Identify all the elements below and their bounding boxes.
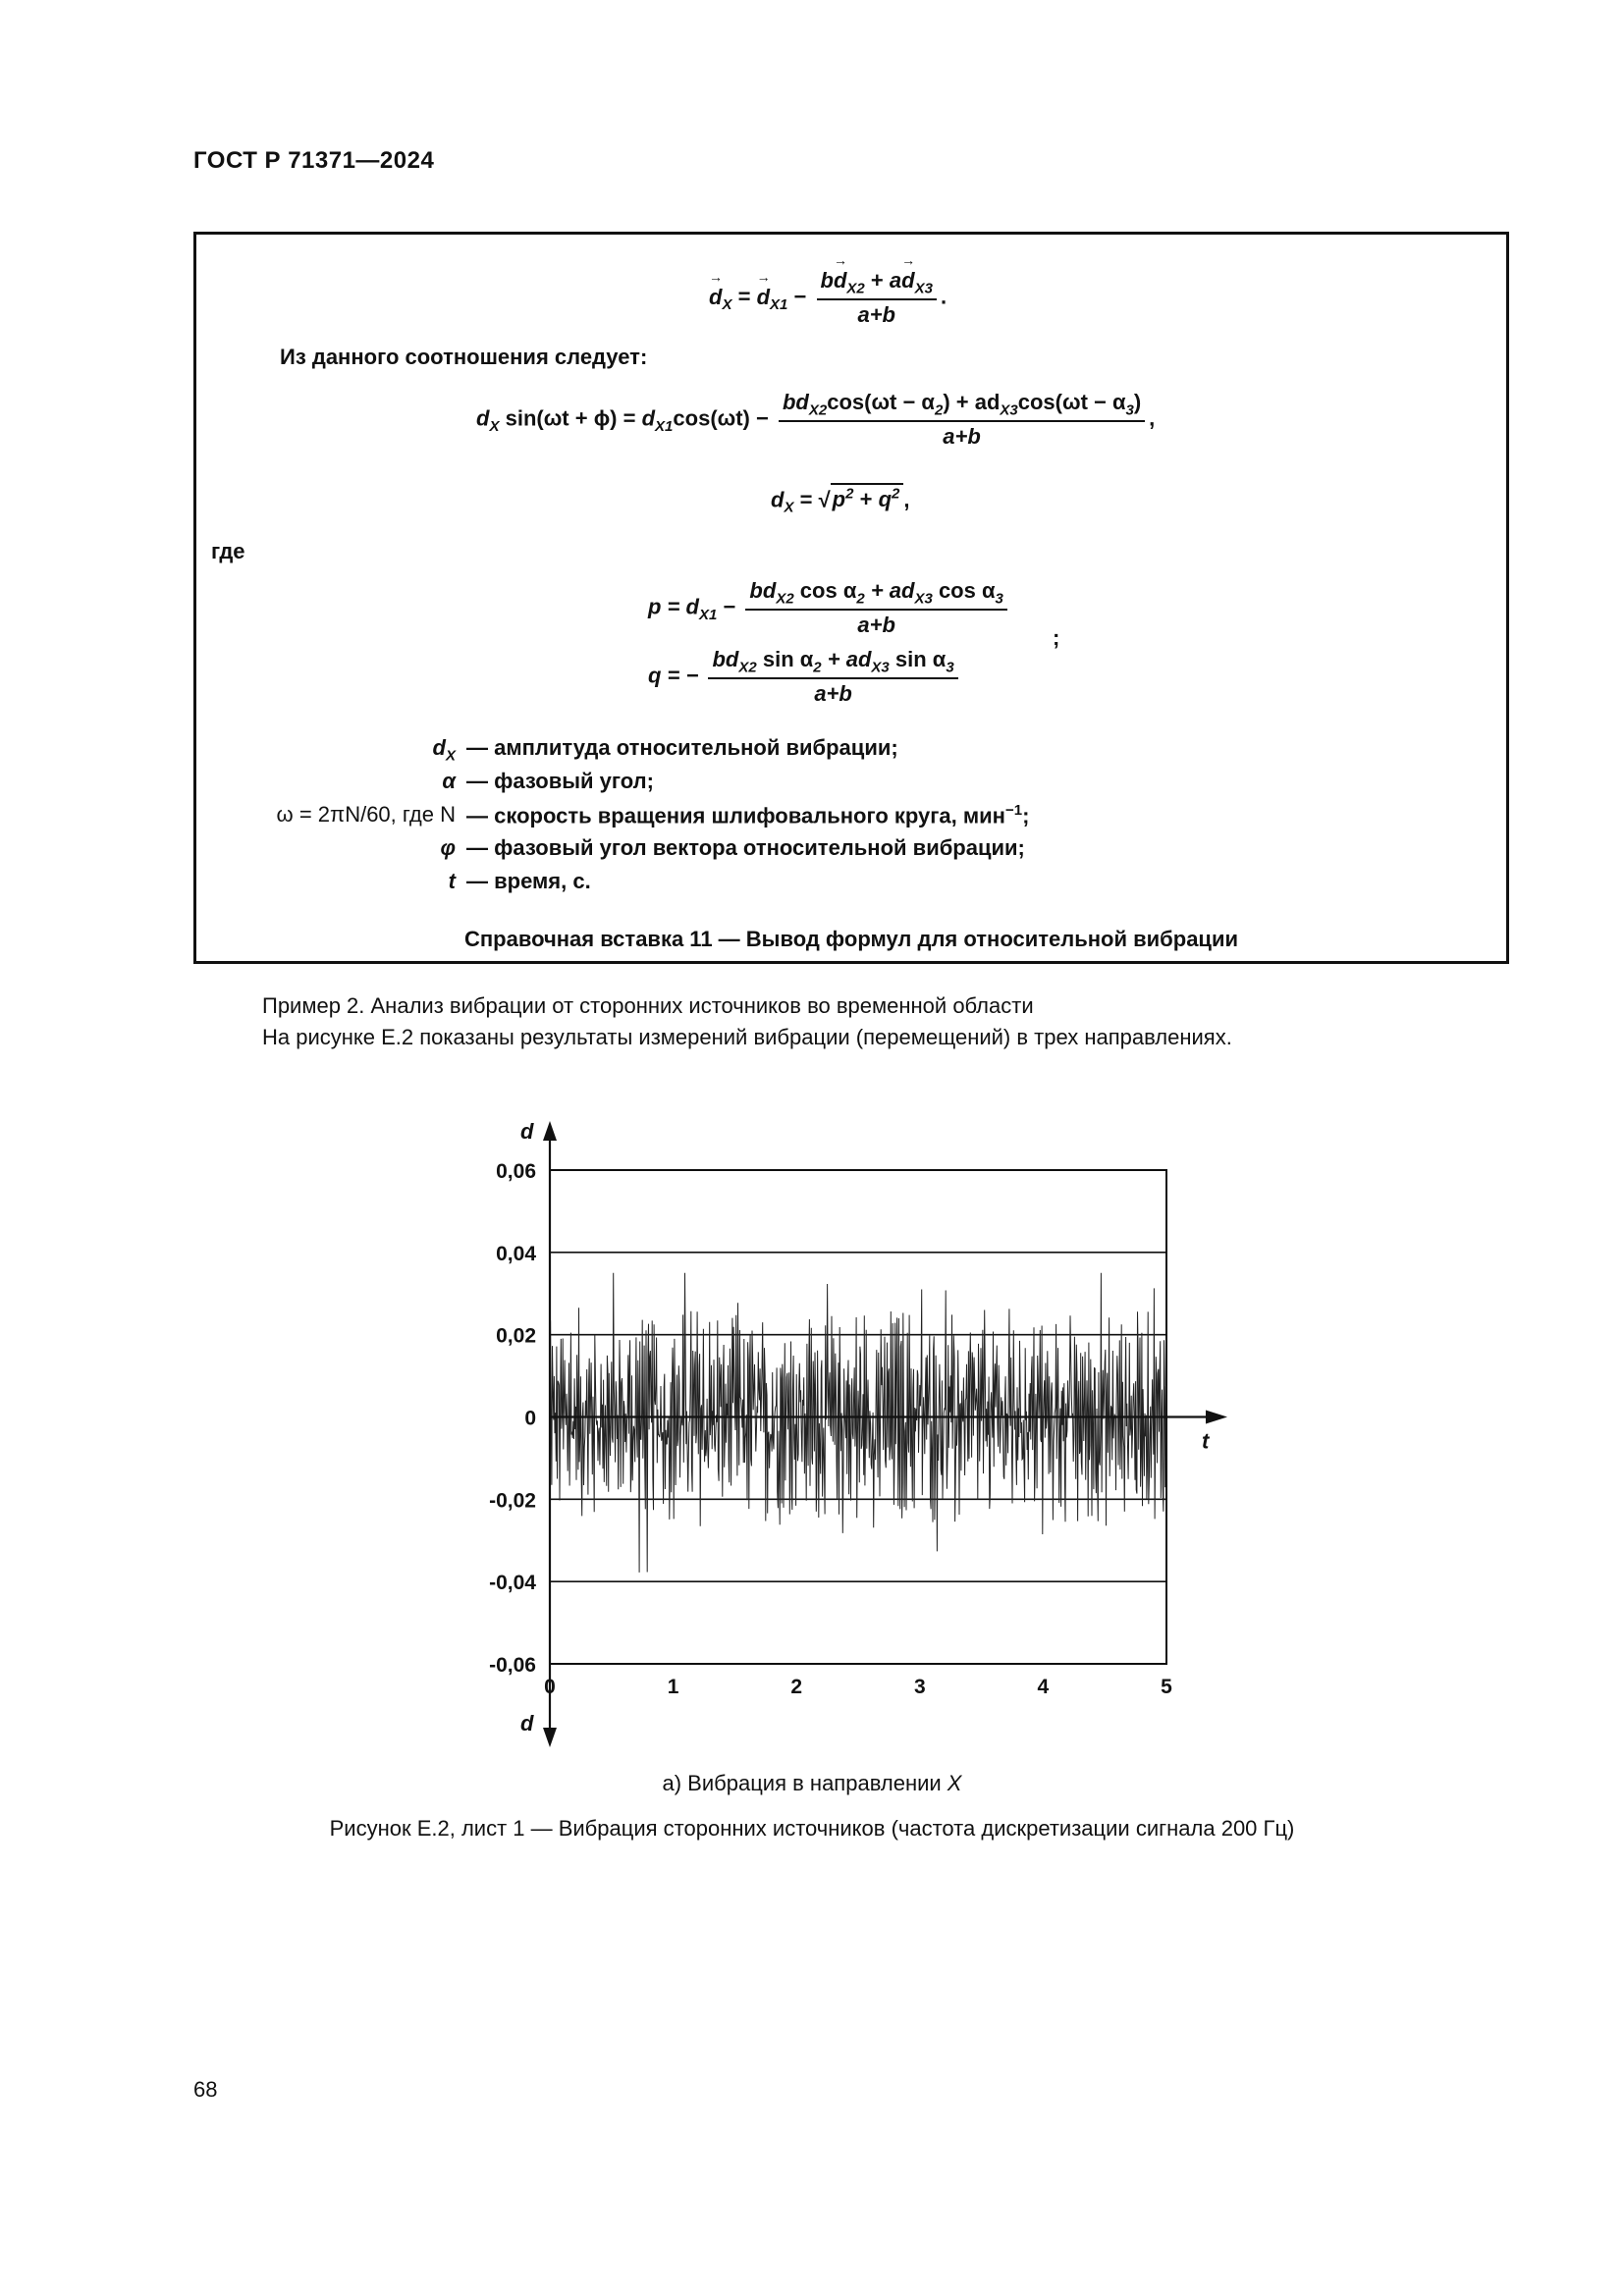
y-axis-label: d xyxy=(520,1119,534,1144)
x-tick-label: 2 xyxy=(790,1676,803,1698)
equation-p: $p = d_{X1}$ − $\frac{bd_{X2} \cos \alpha_2 + ad_{X3} \cos \alpha_3}{a+b}$ xyxy=(648,578,1011,638)
box-caption: Справочная вставка 11 — Вывод формул для относительной вибрации xyxy=(463,927,1238,951)
vibration-chart xyxy=(0,1099,1624,1767)
paragraph-line: Пример 2. Анализ вибрации от сторонних источников во временной области xyxy=(262,993,1034,1018)
equation-dx-sqrt: $d_X = √p^2 + q^2$ , xyxy=(771,486,909,516)
x-axis-label: t xyxy=(1202,1428,1210,1454)
x-tick-label: 5 xyxy=(1161,1676,1172,1698)
y-tick-label: 0,06 xyxy=(496,1160,536,1183)
reference-insert-box xyxy=(193,232,1509,964)
chart-signal xyxy=(550,1273,1166,1573)
figure-caption: Рисунок Е.2, лист 1 — Вибрация сторонних источников (частота дискретизации сигнала 200 Гц) xyxy=(329,1816,1295,1841)
x-tick-label: 4 xyxy=(1037,1676,1050,1698)
y-axis-label-bottom: d xyxy=(520,1711,534,1735)
y-tick-label: -0,02 xyxy=(489,1489,536,1513)
equation-dx-sin: $d_X$ $\sin(\omega t + \phi) = d_{X1}\cos(\omega t)$ − $\frac{bd_{X2}\cos(\omega t - \alpha_2) + ad_{X3}\cos(\omega t - \alpha_3)}{a+b}$ , xyxy=(476,390,1156,450)
intro-text: Из данного соотношения следует: xyxy=(280,345,648,369)
x-tick-label: 0 xyxy=(544,1676,556,1698)
y-tick-label: -0,04 xyxy=(489,1572,536,1595)
paragraph-line: На рисунке Е.2 показаны результаты измерений вибрации (перемещений) в трех направлениях. xyxy=(262,1025,1232,1049)
y-axis-arrow-down xyxy=(543,1728,557,1747)
legend-item: φ — фазовый угол вектора относительной вибрации; xyxy=(440,835,1025,860)
signal-line xyxy=(550,1273,1166,1573)
document-header: ГОСТ Р 71371—2024 xyxy=(193,147,435,174)
y-axis-arrow-up xyxy=(543,1121,557,1141)
legend-item: t — время, с. xyxy=(448,869,591,893)
legend-item: $d_X$ — амплитуда относительной вибрации; xyxy=(432,735,898,765)
y-tick-label: -0,06 xyxy=(489,1654,536,1677)
semicolon: ; xyxy=(1053,625,1060,650)
x-axis-arrow xyxy=(1206,1411,1227,1424)
equation-q: q = − $\frac{bd_{X2} \sin \alpha_2 + ad_{X3} \sin \alpha_3}{a+b}$ xyxy=(648,647,962,707)
figure-subcaption: а) Вибрация в направлении X xyxy=(662,1771,962,1795)
y-tick-label: 0,02 xyxy=(496,1324,536,1348)
where-label: где xyxy=(211,539,245,563)
x-tick-label: 3 xyxy=(913,1676,926,1698)
legend-item: ω = 2πN/60, где N — скорость вращения шлифовального круга, мин$^{-1}$; xyxy=(276,802,1030,828)
y-tick-label: 0 xyxy=(524,1407,536,1430)
legend-item: α — фазовый угол; xyxy=(442,769,654,793)
x-tick-label: 1 xyxy=(667,1676,679,1698)
equation-dx-vector: → $d_X$ = → $d_{X1}$ − $\frac{b\to d_{X2} + a\to d_{X3}}{a+b}$ . xyxy=(709,268,947,328)
y-tick-label: 0,04 xyxy=(496,1242,536,1265)
page-number: 68 xyxy=(193,2077,218,2102)
